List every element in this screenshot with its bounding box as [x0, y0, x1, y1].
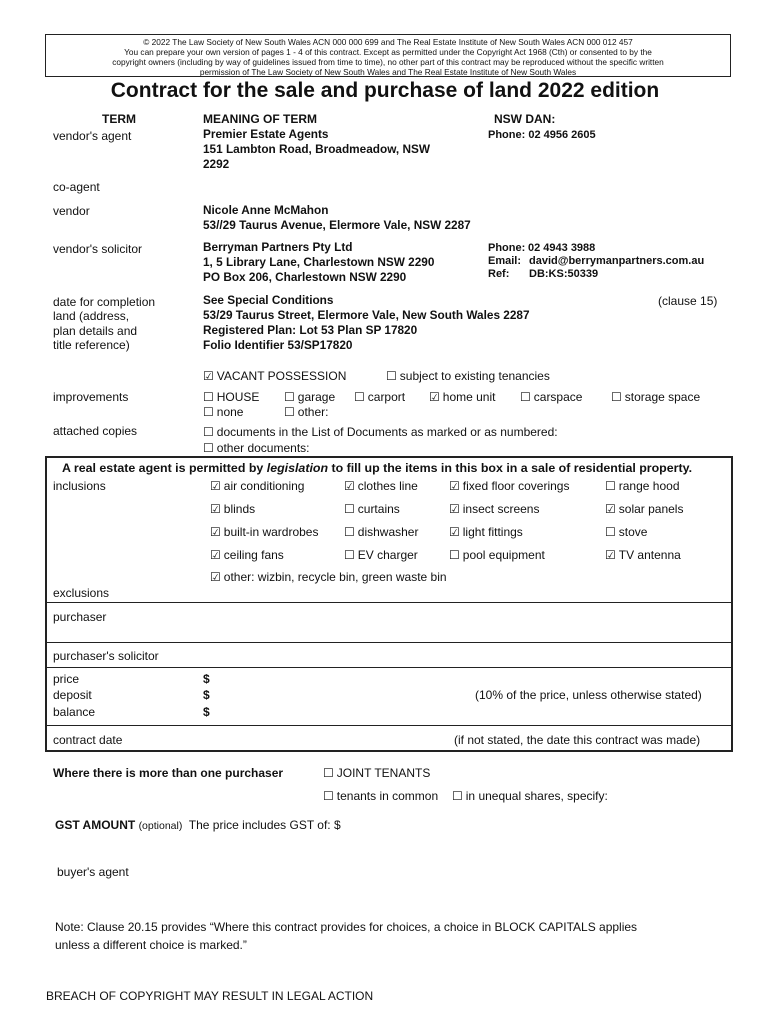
checkbox-icon: ☑ [203, 369, 214, 383]
storage-space-checkbox[interactable] [611, 390, 700, 404]
vendors-agent-postcode: 2292 [203, 157, 230, 171]
checkbox-icon: ☐ [386, 369, 397, 383]
inclusion-checkbox[interactable] [449, 479, 569, 493]
inclusion-checkbox[interactable] [449, 525, 523, 539]
checkbox-label: EV charger [357, 548, 418, 562]
copyright-line: permission of The Law Society of New South Wales and The Real Estate Institute of New South Wales [199, 67, 577, 77]
checkbox-label: built-in wardrobes [223, 525, 319, 539]
land-label-3: title reference) [53, 338, 130, 352]
document-title: Contract for the sale and purchase of land 2022 edition [110, 79, 660, 102]
checkbox-label: JOINT TENANTS [336, 766, 431, 780]
checkbox-icon: ☑ [449, 525, 460, 539]
land-label-2: plan details and [53, 324, 138, 338]
vendors-solicitor-pobox: PO Box 206, Charlestown NSW 2290 [203, 270, 407, 284]
checkbox-label: other: wizbin, recycle bin, green waste bin [223, 570, 447, 584]
checkbox-label: none [216, 405, 244, 419]
inclusion-checkbox[interactable] [449, 548, 545, 562]
checkbox-label: VACANT POSSESSION [216, 369, 347, 383]
vendors-solicitor-address: 1, 5 Library Lane, Charlestown NSW 2290 [203, 255, 435, 269]
deposit-label: deposit [53, 688, 92, 702]
tenants-in-common-checkbox[interactable] [323, 789, 438, 803]
completion-label: date for completion [53, 295, 156, 309]
checkbox-icon: ☐ [284, 405, 295, 419]
copyright-notice [45, 34, 731, 77]
checkbox-icon: ☑ [605, 502, 616, 516]
checkbox-icon: ☐ [203, 390, 214, 404]
checkbox-label: subject to existing tenancies [399, 369, 550, 383]
checkbox-label: light fittings [462, 525, 523, 539]
agent-notice [62, 461, 692, 475]
balance-dollar: $ [203, 705, 210, 719]
checkbox-label: air conditioning [223, 479, 305, 493]
note-line: unless a different choice is marked.” [55, 938, 247, 952]
inclusion-checkbox[interactable] [605, 548, 681, 562]
divider [45, 725, 733, 726]
checkbox-icon: ☐ [605, 525, 616, 539]
agent-notice-pre: A real estate agent is permitted by [62, 461, 267, 475]
inclusion-checkbox[interactable] [344, 548, 418, 562]
copyright-line: copyright owners (including by way of guidelines issued from time to time), no other part of this contract may be reproduced without the specific written [112, 57, 664, 67]
checkbox-label: TV antenna [618, 548, 681, 562]
completion-value: See Special Conditions [203, 293, 334, 307]
vendor-address: 53//29 Taurus Avenue, Elermore Vale, NSW 2287 [203, 218, 471, 232]
checkbox-icon: ☐ [203, 405, 214, 419]
checkbox-label: carport [367, 390, 406, 404]
vendors-solicitor-email: david@berrymanpartners.com.au [529, 255, 705, 267]
checkbox-label: other: [297, 405, 329, 419]
exclusions-label: exclusions [53, 586, 110, 600]
gst-label: GST AMOUNT [55, 818, 136, 832]
vendors-solicitor-phone-label: Phone: [488, 242, 526, 254]
other-documents-checkbox[interactable] [203, 441, 309, 455]
checkbox-label: documents in the List of Documents as marked or as numbered: [216, 425, 558, 439]
checkbox-label: tenants in common [336, 789, 439, 803]
vendor-name: Nicole Anne McMahon [203, 203, 329, 217]
inclusion-checkbox[interactable] [605, 479, 680, 493]
checkbox-label: in unequal shares, specify: [465, 789, 608, 803]
gst-text: The price includes GST of: $ [188, 818, 341, 832]
checkbox-label: solar panels [618, 502, 684, 516]
agent-notice-post: to fill up the items in this box in a sale of residential property. [328, 461, 693, 475]
checkbox-label: storage space [624, 390, 701, 404]
carport-checkbox[interactable] [354, 390, 405, 404]
price-dollar: $ [203, 672, 210, 686]
checkbox-icon: ☑ [210, 548, 221, 562]
copyright-line: © 2022 The Law Society of New South Wales ACN 000 000 699 and The Real Estate Institute of New South Wales ACN 000 012 457 [143, 37, 633, 47]
purchaser-label: purchaser [53, 610, 107, 624]
vendors-solicitor-email-label: Email: [488, 255, 522, 267]
checkbox-label: range hood [618, 479, 680, 493]
footer-warning: BREACH OF COPYRIGHT MAY RESULT IN LEGAL ACTION [46, 989, 374, 1003]
checkbox-label: other documents: [216, 441, 310, 455]
none-checkbox[interactable] [203, 405, 243, 419]
checkbox-icon: ☑ [210, 570, 221, 584]
divider [45, 602, 733, 603]
divider [45, 667, 733, 668]
checkbox-label: clothes line [357, 479, 418, 493]
vendors-agent-label: vendor's agent [53, 129, 132, 143]
checkbox-icon: ☐ [611, 390, 622, 404]
checkbox-icon: ☑ [605, 548, 616, 562]
divider [45, 642, 733, 643]
vendors-agent-address: 151 Lambton Road, Broadmeadow, NSW [203, 142, 431, 156]
house-checkbox[interactable] [203, 390, 259, 404]
clause-reference: (clause 15) [658, 294, 718, 308]
copyright-line: You can prepare your own version of pages 1 - 4 of this contract. Except as permitted under the Copyright Act 1968 (Cth) or consented to by the [124, 47, 652, 57]
checkbox-label: stove [618, 525, 648, 539]
meaning-header: MEANING OF TERM [203, 112, 317, 126]
land-label: land (address, [53, 309, 130, 323]
checkbox-label: home unit [442, 390, 496, 404]
checkbox-icon: ☑ [429, 390, 440, 404]
checkbox-label: dishwasher [357, 525, 419, 539]
purchasers-solicitor-label: purchaser's solicitor [53, 649, 159, 663]
deposit-dollar: $ [203, 688, 210, 702]
vendors-solicitor-phone: 02 4943 3988 [528, 242, 596, 254]
checkbox-icon: ☐ [344, 502, 355, 516]
checkbox-label: pool equipment [462, 548, 545, 562]
inclusion-checkbox[interactable] [344, 479, 418, 493]
dan-header: NSW DAN: [494, 112, 556, 126]
other-inclusion-checkbox[interactable] [210, 570, 447, 584]
vendors-solicitor-ref: DB:KS:50339 [529, 268, 599, 280]
vendor-label: vendor [53, 204, 90, 218]
checkbox-label: insect screens [462, 502, 540, 516]
checkbox-label: ceiling fans [223, 548, 284, 562]
checkbox-icon: ☑ [210, 502, 221, 516]
checkbox-label: blinds [223, 502, 256, 516]
multiple-purchasers-label: Where there is more than one purchaser [53, 766, 284, 780]
contract-date-label: contract date [53, 733, 123, 747]
buyers-agent-label: buyer's agent [57, 865, 129, 879]
checkbox-icon: ☐ [452, 789, 463, 803]
land-address: 53/29 Taurus Street, Elermore Vale, New South Wales 2287 [203, 308, 530, 322]
checkbox-icon: ☐ [323, 789, 334, 803]
inclusion-checkbox[interactable] [210, 548, 284, 562]
improvements-label: improvements [53, 390, 129, 404]
inclusion-checkbox[interactable] [210, 479, 304, 493]
vendors-solicitor-label: vendor's solicitor [53, 242, 142, 256]
note-line: Note: Clause 20.15 provides “Where this contract provides for choices, a choice in BLOCK CAPITALS applies [55, 920, 638, 934]
inclusion-checkbox[interactable] [605, 525, 647, 539]
balance-label: balance [53, 705, 96, 719]
checkbox-label: curtains [357, 502, 400, 516]
carspace-checkbox[interactable] [520, 390, 582, 404]
inclusion-checkbox[interactable] [210, 502, 255, 516]
vacant-possession-checkbox[interactable] [203, 369, 346, 383]
checkbox-label: carspace [533, 390, 583, 404]
inclusion-checkbox[interactable] [605, 502, 683, 516]
home-unit-checkbox[interactable] [429, 390, 495, 404]
land-folio: Folio Identifier 53/SP17820 [203, 338, 353, 352]
checkbox-icon: ☐ [203, 425, 214, 439]
checkbox-icon: ☐ [323, 766, 334, 780]
attached-copies-label: attached copies [53, 424, 138, 438]
garage-checkbox[interactable] [284, 390, 335, 404]
existing-tenancies-checkbox[interactable] [386, 369, 550, 383]
checkbox-label: HOUSE [216, 390, 260, 404]
price-label: price [53, 672, 80, 686]
inclusion-checkbox[interactable] [210, 525, 318, 539]
joint-tenants-checkbox[interactable] [323, 766, 430, 780]
checkbox-icon: ☐ [284, 390, 295, 404]
documents-list-checkbox[interactable] [203, 425, 558, 439]
contract-date-note: (if not stated, the date this contract was made) [454, 733, 701, 747]
vendors-agent-name: Premier Estate Agents [203, 127, 329, 141]
checkbox-icon: ☑ [449, 502, 460, 516]
checkbox-icon: ☐ [520, 390, 531, 404]
co-agent-label: co-agent [53, 180, 100, 194]
inclusion-checkbox[interactable] [344, 525, 418, 539]
other-improvement-checkbox[interactable] [284, 405, 328, 419]
checkbox-icon: ☑ [210, 525, 221, 539]
checkbox-icon: ☐ [449, 548, 460, 562]
checkbox-icon: ☐ [605, 479, 616, 493]
agent-notice-em: legislation [266, 461, 329, 475]
vendors-agent-phone: Phone: 02 4956 2605 [488, 129, 596, 141]
checkbox-icon: ☐ [203, 441, 214, 455]
inclusions-label: inclusions [53, 479, 106, 493]
term-header: TERM [102, 112, 136, 126]
inclusion-checkbox[interactable] [449, 502, 539, 516]
checkbox-icon: ☑ [344, 479, 355, 493]
checkbox-icon: ☐ [354, 390, 365, 404]
gst-optional: (optional) [138, 820, 183, 832]
inclusion-checkbox[interactable] [344, 502, 400, 516]
gst-row [55, 818, 341, 832]
vendors-solicitor-name: Berryman Partners Pty Ltd [203, 240, 353, 254]
checkbox-label: garage [297, 390, 336, 404]
vendors-solicitor-ref-label: Ref: [488, 268, 510, 280]
checkbox-icon: ☑ [449, 479, 460, 493]
checkbox-icon: ☐ [344, 548, 355, 562]
unequal-shares-checkbox[interactable] [452, 789, 608, 803]
checkbox-icon: ☐ [344, 525, 355, 539]
checkbox-label: fixed floor coverings [462, 479, 570, 493]
land-plan: Registered Plan: Lot 53 Plan SP 17820 [203, 323, 418, 337]
deposit-note: (10% of the price, unless otherwise stated) [475, 688, 702, 702]
checkbox-icon: ☑ [210, 479, 221, 493]
agent-fill-box [45, 456, 733, 752]
